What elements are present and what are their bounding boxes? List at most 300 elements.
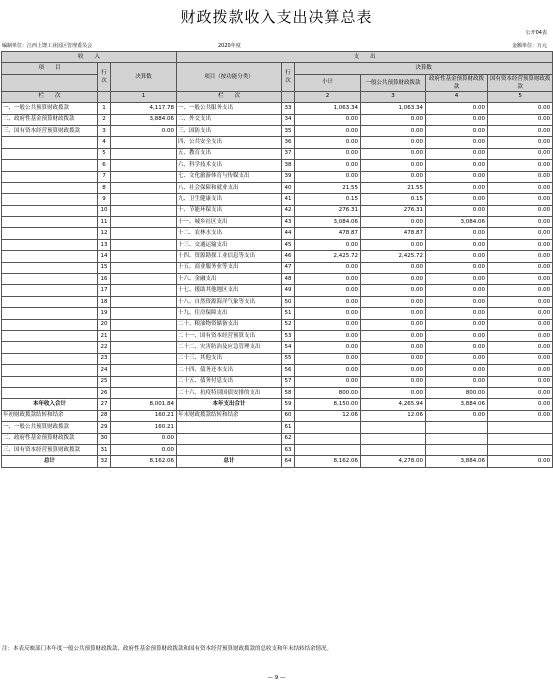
gov-fund-value: 0.00 xyxy=(426,148,488,159)
begin-balance-value: 160.21 xyxy=(111,410,177,421)
carryover-row xyxy=(2,410,553,421)
blank-cell xyxy=(426,433,488,444)
row-no: 15 xyxy=(98,262,111,273)
row-no: 24 xyxy=(98,365,111,376)
income-item-value xyxy=(111,182,177,193)
income-item-label xyxy=(2,182,98,193)
general-budget-value: 0.00 xyxy=(361,239,426,250)
income-item-value xyxy=(111,239,177,250)
expense-item-label: 二十一、国有资本经营预算支出 xyxy=(177,330,282,341)
row-no: 49 xyxy=(282,285,295,296)
row-no: 9 xyxy=(98,194,111,205)
year-total-row xyxy=(2,399,553,410)
row-no: 48 xyxy=(282,274,295,285)
state-capital-value: 0.00 xyxy=(488,194,553,205)
income-item-label xyxy=(2,262,98,273)
general-budget-value: 0.00 xyxy=(361,262,426,273)
row-no: 29 xyxy=(98,422,111,433)
general-budget-value: 0.00 xyxy=(361,296,426,307)
row-no: 18 xyxy=(98,296,111,307)
row-no: 42 xyxy=(282,205,295,216)
state-capital-value: 0.00 xyxy=(488,319,553,330)
subtotal-value: 0.00 xyxy=(295,308,361,319)
subtotal-value: 0.00 xyxy=(295,285,361,296)
state-capital-value: 0.00 xyxy=(488,365,553,376)
state-capital-value: 0.00 xyxy=(488,239,553,250)
blank-cell xyxy=(177,433,282,444)
gov-fund-value: 0.00 xyxy=(426,353,488,364)
state-capital-value: 0.00 xyxy=(488,456,553,467)
blank-cell xyxy=(361,444,426,455)
income-item-value xyxy=(111,387,177,398)
expense-item-label: 十三、交通运输支出 xyxy=(177,239,282,250)
income-item-label xyxy=(2,285,98,296)
subtotal-value: 0.00 xyxy=(295,160,361,171)
table-row xyxy=(2,103,553,114)
row-no: 57 xyxy=(282,376,295,387)
general-budget-value: 0.00 xyxy=(361,274,426,285)
gov-fund-value: 0.00 xyxy=(426,274,488,285)
expense-item-label: 四、公共安全支出 xyxy=(177,137,282,148)
row-no: 40 xyxy=(282,182,295,193)
income-item-label xyxy=(2,205,98,216)
gov-fund-value: 0.00 xyxy=(426,137,488,148)
general-budget-value: 0.00 xyxy=(361,285,426,296)
row-no: 28 xyxy=(98,410,111,421)
state-capital-value: 0.00 xyxy=(488,353,553,364)
table-row xyxy=(2,319,553,330)
expense-item-label: 十八、自然资源海洋气象等支出 xyxy=(177,296,282,307)
income-item-value xyxy=(111,342,177,353)
state-capital-value: 0.00 xyxy=(488,262,553,273)
row-no: 60 xyxy=(282,410,295,421)
subtotal-value: 0.00 xyxy=(295,125,361,136)
gov-fund-value: 0.00 xyxy=(426,342,488,353)
form-number: 公开04表 xyxy=(525,30,547,36)
row-no: 5 xyxy=(98,148,111,159)
general-budget-value: 2,425.72 xyxy=(361,251,426,262)
row-no: 38 xyxy=(282,160,295,171)
state-capital-value: 0.00 xyxy=(488,160,553,171)
state-capital-value: 0.00 xyxy=(488,217,553,228)
compiling-unit: 编制单位：江西上饶工业园区管理委员会 xyxy=(2,43,93,49)
row-no: 20 xyxy=(98,319,111,330)
gov-fund-value: 0.00 xyxy=(426,160,488,171)
row-no: 33 xyxy=(282,103,295,114)
row-no: 30 xyxy=(98,433,111,444)
expense-item-label: 十二、农林水支出 xyxy=(177,228,282,239)
expense-item-label: 二十六、抗疫特别国债安排的支出 xyxy=(177,387,282,398)
row-no: 32 xyxy=(98,456,111,467)
row-no: 1 xyxy=(98,103,111,114)
expense-item-label: 二、外交支出 xyxy=(177,114,282,125)
row-no: 7 xyxy=(98,171,111,182)
col-no-2: 2 xyxy=(295,91,361,102)
subtotal-value: 0.00 xyxy=(295,296,361,307)
income-item-value xyxy=(111,205,177,216)
row-no: 35 xyxy=(282,125,295,136)
year-expense-label: 本年支出合计 xyxy=(177,399,282,410)
blank-cell xyxy=(295,422,361,433)
grand-total-row xyxy=(2,456,553,467)
carryover-item-label: 一、一般公共预算财政拨款 xyxy=(2,422,98,433)
carryover-general-row xyxy=(2,422,553,433)
table-row xyxy=(2,114,553,125)
general-budget-value: 276.31 xyxy=(361,205,426,216)
table-row xyxy=(2,274,553,285)
subtotal-value: 21.55 xyxy=(295,182,361,193)
subtotal-value: 0.00 xyxy=(295,262,361,273)
total-label-right: 总计 xyxy=(177,456,282,467)
gov-fund-value: 0.00 xyxy=(426,194,488,205)
income-item-value: 3,884.06 xyxy=(111,114,177,125)
general-budget-value: 478.87 xyxy=(361,228,426,239)
gov-fund-value: 0.00 xyxy=(426,251,488,262)
row-no: 50 xyxy=(282,296,295,307)
expense-item-label: 二十三、其他支出 xyxy=(177,353,282,364)
general-budget-value: 0.00 xyxy=(361,387,426,398)
gov-fund-value: 0.00 xyxy=(426,410,488,421)
income-item-label xyxy=(2,365,98,376)
carryover-item-value: 0.00 xyxy=(111,444,177,455)
final-amount-group-header: 决算数 xyxy=(295,63,553,74)
general-budget-value: 0.15 xyxy=(361,194,426,205)
income-item-label xyxy=(2,251,98,262)
subtotal-value: 0.00 xyxy=(295,137,361,148)
row-no: 21 xyxy=(98,330,111,341)
header-spacer xyxy=(2,74,98,91)
expense-item-label: 七、文化旅游体育与传媒支出 xyxy=(177,171,282,182)
header-row-2 xyxy=(2,63,553,74)
gov-fund-value: 0.00 xyxy=(426,285,488,296)
carryover-item-label: 三、国有资本经营预算财政拨款 xyxy=(2,444,98,455)
row-no: 8 xyxy=(98,182,111,193)
income-item-label: 一、一般公共预算财政拨款 xyxy=(2,103,98,114)
item-header: 项 目 xyxy=(2,63,98,74)
expense-item-label: 八、社会保障和就业支出 xyxy=(177,182,282,193)
row-no: 52 xyxy=(282,319,295,330)
expense-item-label: 九、卫生健康支出 xyxy=(177,194,282,205)
gov-fund-value: 0.00 xyxy=(426,239,488,250)
income-item-value xyxy=(111,148,177,159)
state-capital-value: 0.00 xyxy=(488,376,553,387)
table-row xyxy=(2,353,553,364)
gov-fund-value: 3,884.06 xyxy=(426,456,488,467)
income-item-value xyxy=(111,353,177,364)
row-no: 56 xyxy=(282,365,295,376)
table-row xyxy=(2,205,553,216)
row-no: 25 xyxy=(98,376,111,387)
gov-fund-value: 3,884.06 xyxy=(426,399,488,410)
state-capital-value: 0.00 xyxy=(488,387,553,398)
row-no: 61 xyxy=(282,422,295,433)
general-budget-header: 一般公共预算财政拨款 xyxy=(361,74,426,91)
general-budget-value: 0.00 xyxy=(361,125,426,136)
row-no: 55 xyxy=(282,353,295,364)
table-row xyxy=(2,262,553,273)
table-row xyxy=(2,171,553,182)
state-capital-value: 0.00 xyxy=(488,274,553,285)
gov-fund-value: 0.00 xyxy=(426,182,488,193)
subtotal-value: 0.00 xyxy=(295,376,361,387)
expense-item-label: 三、国防支出 xyxy=(177,125,282,136)
state-capital-value: 0.00 xyxy=(488,114,553,125)
row-no: 4 xyxy=(98,137,111,148)
row-no: 43 xyxy=(282,217,295,228)
general-budget-value: 0.00 xyxy=(361,171,426,182)
income-item-label xyxy=(2,217,98,228)
table-row xyxy=(2,125,553,136)
blank-cell xyxy=(177,444,282,455)
blank-cell xyxy=(361,433,426,444)
general-budget-value: 0.00 xyxy=(361,330,426,341)
row-no: 34 xyxy=(282,114,295,125)
blank-cell xyxy=(426,422,488,433)
state-capital-value: 0.00 xyxy=(488,125,553,136)
row-no: 13 xyxy=(98,239,111,250)
blank-cell xyxy=(295,433,361,444)
gov-fund-value: 0.00 xyxy=(426,205,488,216)
expense-item-label: 十四、资源勘探工业信息等支出 xyxy=(177,251,282,262)
general-budget-value: 0.00 xyxy=(361,342,426,353)
subtotal-value: 0.00 xyxy=(295,319,361,330)
subtotal-value: 0.00 xyxy=(295,114,361,125)
subtotal-value: 3,084.06 xyxy=(295,217,361,228)
table-row xyxy=(2,137,553,148)
gov-fund-value: 0.00 xyxy=(426,319,488,330)
subtotal-value: 0.00 xyxy=(295,148,361,159)
income-item-value xyxy=(111,285,177,296)
table-row xyxy=(2,228,553,239)
gov-fund-value: 0.00 xyxy=(426,228,488,239)
col-no-1: 1 xyxy=(111,91,177,102)
row-no: 47 xyxy=(282,262,295,273)
general-budget-value: 12.06 xyxy=(361,410,426,421)
general-budget-value: 0.00 xyxy=(361,217,426,228)
row-no: 63 xyxy=(282,444,295,455)
income-item-value xyxy=(111,274,177,285)
carryover-item-value: 160.21 xyxy=(111,422,177,433)
row-no: 58 xyxy=(282,387,295,398)
gov-fund-header: 政府性基金预算财政拨款 xyxy=(426,74,488,91)
gov-fund-value: 0.00 xyxy=(426,114,488,125)
income-header: 收 入 xyxy=(2,52,177,63)
row-no: 31 xyxy=(98,444,111,455)
row-no: 10 xyxy=(98,205,111,216)
income-item-value xyxy=(111,296,177,307)
table-row xyxy=(2,148,553,159)
subtotal-value: 8,150.00 xyxy=(295,399,361,410)
expense-item-label: 二十、粮油物资储备支出 xyxy=(177,319,282,330)
row-no: 3 xyxy=(98,125,111,136)
subtotal-value: 0.00 xyxy=(295,171,361,182)
income-item-label xyxy=(2,171,98,182)
expense-item-label: 六、科学技术支出 xyxy=(177,160,282,171)
table-row xyxy=(2,239,553,250)
subtotal-value: 0.00 xyxy=(295,365,361,376)
subtotal-value: 0.00 xyxy=(295,330,361,341)
income-item-label: 三、国有资本经营预算财政拨款 xyxy=(2,125,98,136)
expense-item-label: 十一、城乡社区支出 xyxy=(177,217,282,228)
row-no: 6 xyxy=(98,160,111,171)
col-no-blank-left xyxy=(98,91,111,102)
row-no: 45 xyxy=(282,239,295,250)
blank-cell xyxy=(488,422,553,433)
state-capital-header: 国有资本经营预算财政拨款 xyxy=(488,74,553,91)
state-capital-value: 0.00 xyxy=(488,228,553,239)
row-no: 36 xyxy=(282,137,295,148)
blank-cell xyxy=(177,422,282,433)
row-no: 39 xyxy=(282,171,295,182)
carryover-gov-fund-row xyxy=(2,433,553,444)
income-item-value xyxy=(111,194,177,205)
row-no: 22 xyxy=(98,342,111,353)
general-budget-value: 0.00 xyxy=(361,114,426,125)
subtotal-header: 小计 xyxy=(295,74,361,91)
state-capital-value: 0.00 xyxy=(488,148,553,159)
blank-cell xyxy=(361,422,426,433)
gov-fund-value: 0.00 xyxy=(426,262,488,273)
gov-fund-value: 0.00 xyxy=(426,376,488,387)
income-item-label xyxy=(2,330,98,341)
income-item-value: 4,117.78 xyxy=(111,103,177,114)
gov-fund-value: 0.00 xyxy=(426,125,488,136)
state-capital-value: 0.00 xyxy=(488,330,553,341)
subtotal-value: 276.31 xyxy=(295,205,361,216)
row-no: 23 xyxy=(98,353,111,364)
subtotal-value: 2,425.72 xyxy=(295,251,361,262)
general-budget-value: 1,063.34 xyxy=(361,103,426,114)
gov-fund-value: 3,084.06 xyxy=(426,217,488,228)
table-row xyxy=(2,342,553,353)
table-row xyxy=(2,365,553,376)
subtotal-value: 0.00 xyxy=(295,353,361,364)
gov-fund-value: 0.00 xyxy=(426,171,488,182)
total-label-left: 总计 xyxy=(2,456,98,467)
expense-item-label: 十六、金融支出 xyxy=(177,274,282,285)
row-no: 46 xyxy=(282,251,295,262)
row-no: 27 xyxy=(98,399,111,410)
row-no: 17 xyxy=(98,285,111,296)
state-capital-value: 0.00 xyxy=(488,342,553,353)
general-budget-value: 0.00 xyxy=(361,148,426,159)
state-capital-value: 0.00 xyxy=(488,205,553,216)
expense-item-label: 五、教育支出 xyxy=(177,148,282,159)
gov-fund-value: 0.00 xyxy=(426,330,488,341)
row-no: 14 xyxy=(98,251,111,262)
income-item-value xyxy=(111,319,177,330)
header-row-1 xyxy=(2,52,553,63)
gov-fund-value: 0.00 xyxy=(426,308,488,319)
report-meta xyxy=(2,40,551,50)
expense-item-label: 十九、住房保障支出 xyxy=(177,308,282,319)
general-budget-value: 0.00 xyxy=(361,160,426,171)
general-budget-value: 0.00 xyxy=(361,353,426,364)
subtotal-value: 0.00 xyxy=(295,274,361,285)
subtotal-value: 12.06 xyxy=(295,410,361,421)
blank-cell xyxy=(488,433,553,444)
expense-item-label: 二十五、债务付息支出 xyxy=(177,376,282,387)
income-item-value: 0.00 xyxy=(111,125,177,136)
table-row xyxy=(2,376,553,387)
table-row xyxy=(2,160,553,171)
expense-item-label: 十七、援助其他地区支出 xyxy=(177,285,282,296)
money-unit: 金额单位：万元 xyxy=(511,43,547,49)
subtotal-value: 8,162.06 xyxy=(295,456,361,467)
blank-cell xyxy=(488,444,553,455)
general-budget-value: 4,278.00 xyxy=(361,456,426,467)
income-item-label xyxy=(2,239,98,250)
carryover-item-label: 二、政府性基金预算财政拨款 xyxy=(2,433,98,444)
final-amount-header: 决算数 xyxy=(111,63,177,91)
state-capital-value: 0.00 xyxy=(488,103,553,114)
col-no-4: 4 xyxy=(426,91,488,102)
lan-ci-left: 栏 次 xyxy=(2,91,98,102)
expense-item-label: 二十二、灾害防治及应急管理支出 xyxy=(177,342,282,353)
table-note: 注：本表反映部门本年度一般公共预算财政拨款、政府性基金预算财政拨款和国有资本经营预算财政拨款的总收支和年末结转结余情况。 xyxy=(2,646,333,652)
income-item-label xyxy=(2,160,98,171)
report-title: 财政拨款收入支出决算总表 xyxy=(180,8,373,26)
income-item-label xyxy=(2,194,98,205)
income-item-value xyxy=(111,262,177,273)
income-item-label xyxy=(2,376,98,387)
table-row xyxy=(2,330,553,341)
income-item-value xyxy=(111,160,177,171)
row-no: 62 xyxy=(282,433,295,444)
year-income-label: 本年收入合计 xyxy=(2,399,98,410)
state-capital-value: 0.00 xyxy=(488,137,553,148)
carryover-state-capital-row xyxy=(2,444,553,455)
table-row xyxy=(2,296,553,307)
table-row xyxy=(2,182,553,193)
income-item-value xyxy=(111,171,177,182)
income-item-value xyxy=(111,228,177,239)
begin-balance-label: 年初财政拨款结转和结余 xyxy=(2,410,98,421)
expense-item-label: 二十四、债务还本支出 xyxy=(177,365,282,376)
subtotal-value: 0.15 xyxy=(295,194,361,205)
income-item-value xyxy=(111,365,177,376)
general-budget-value: 0.00 xyxy=(361,308,426,319)
end-balance-label: 年末财政拨款结转和结余 xyxy=(177,410,282,421)
general-budget-value: 21.55 xyxy=(361,182,426,193)
table-row xyxy=(2,285,553,296)
state-capital-value: 0.00 xyxy=(488,296,553,307)
row-no: 26 xyxy=(98,387,111,398)
expense-item-label: 十五、商业服务业等支出 xyxy=(177,262,282,273)
table-row xyxy=(2,194,553,205)
lan-ci-right: 栏 次 xyxy=(177,91,282,102)
subtotal-value: 1,063.34 xyxy=(295,103,361,114)
income-item-label xyxy=(2,387,98,398)
gov-fund-value: 0.00 xyxy=(426,365,488,376)
general-budget-value: 0.00 xyxy=(361,137,426,148)
item-func-header: 项目（按功能分类） xyxy=(177,63,282,91)
row-no-header-right: 行次 xyxy=(282,63,295,91)
state-capital-value: 0.00 xyxy=(488,399,553,410)
col-no-3: 3 xyxy=(361,91,426,102)
row-no: 16 xyxy=(98,274,111,285)
income-item-label xyxy=(2,228,98,239)
general-budget-value: 4,265.94 xyxy=(361,399,426,410)
general-budget-value: 0.00 xyxy=(361,319,426,330)
income-item-label xyxy=(2,148,98,159)
row-no: 53 xyxy=(282,330,295,341)
row-no: 64 xyxy=(282,456,295,467)
table-row xyxy=(2,251,553,262)
income-item-label xyxy=(2,308,98,319)
income-item-value xyxy=(111,330,177,341)
carryover-item-value: 0.00 xyxy=(111,433,177,444)
